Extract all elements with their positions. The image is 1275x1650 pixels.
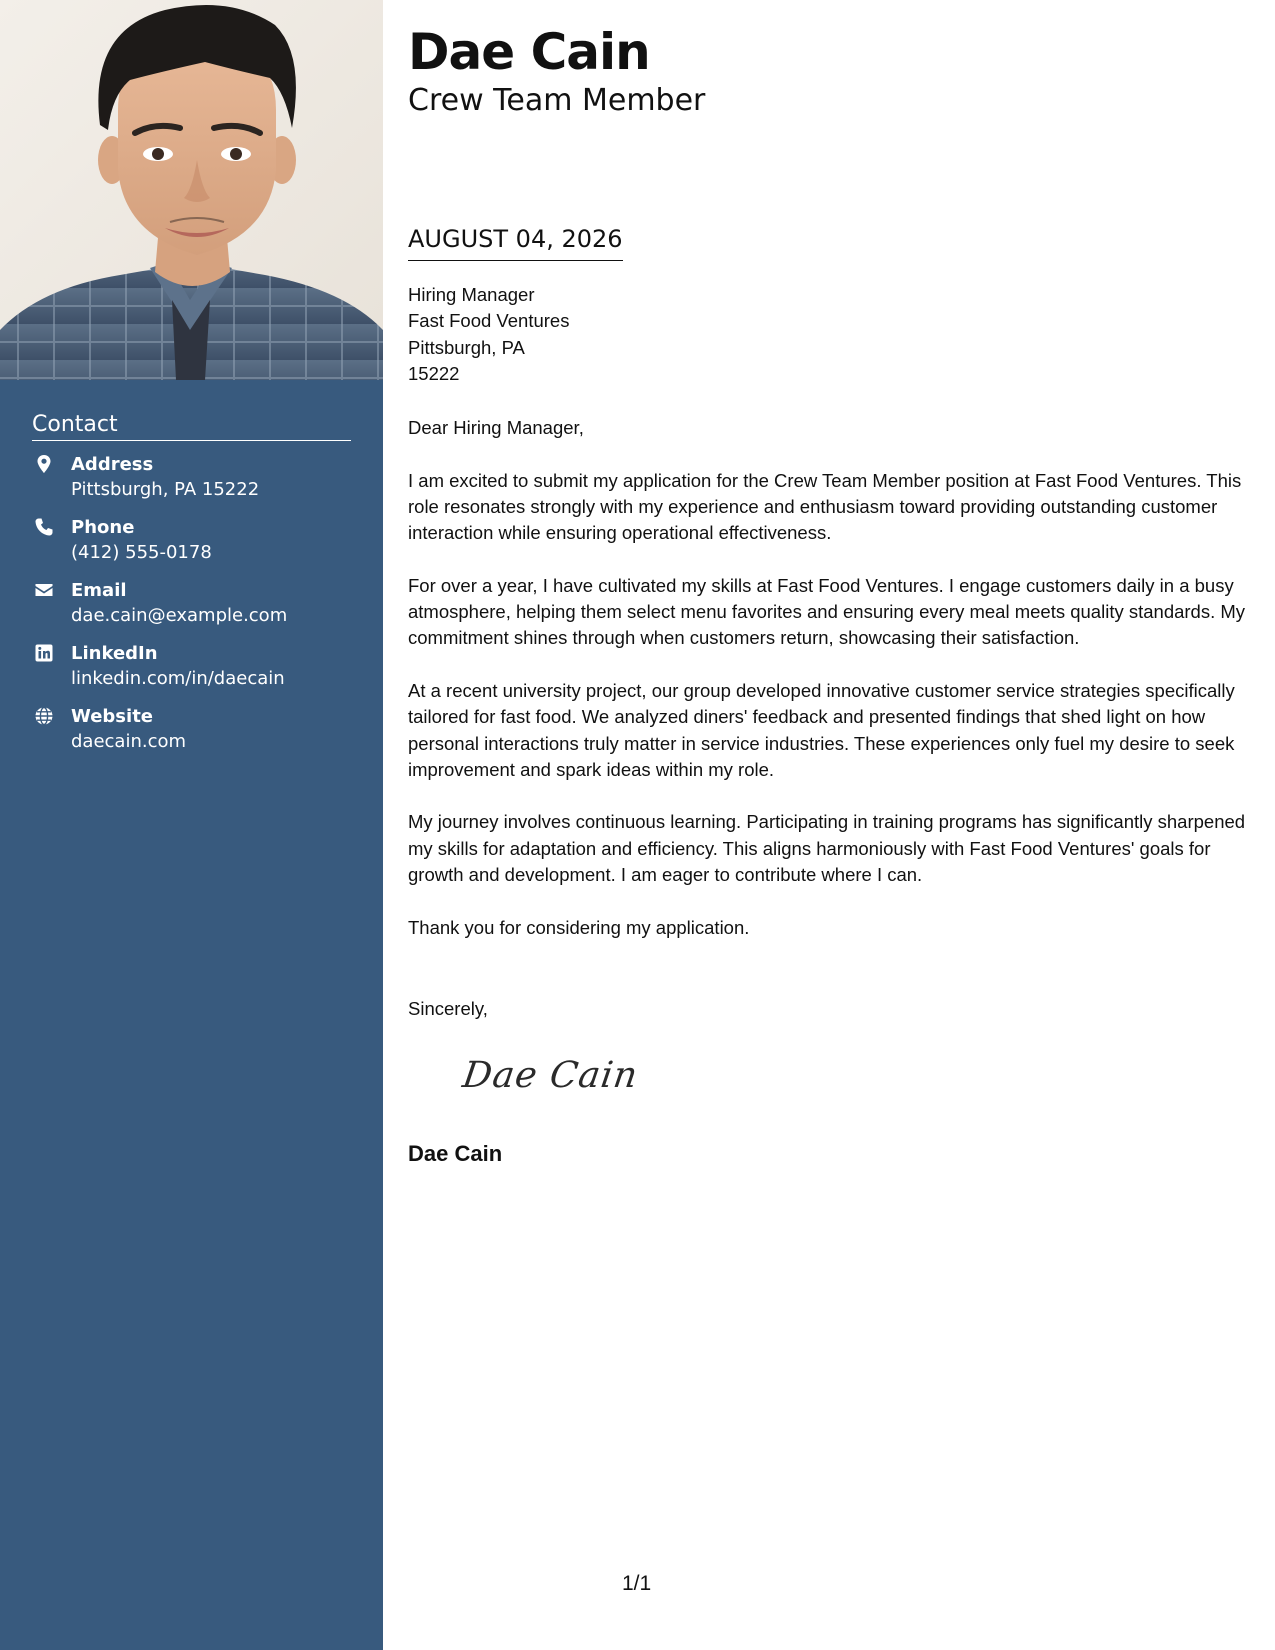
recipient-city: Pittsburgh, PA [408,336,525,358]
website-label: Website [71,706,154,727]
salutation: Dear Hiring Manager, [408,417,584,438]
recipient-company: Fast Food Ventures [408,310,570,332]
sidebar [0,0,383,1650]
envelope-icon [34,580,54,600]
email-value[interactable]: dae.cain@example.com [71,605,288,626]
contact-item-linkedin [32,642,351,705]
linkedin-value[interactable]: linkedin.com/in/daecain [71,668,285,689]
handwritten-signature: Dae Cain [460,1055,641,1096]
signed-name: Dae Cain [408,1141,503,1166]
letter-body [408,415,1248,967]
paragraph: Thank you for considering my application. [408,916,750,938]
contact-item-address [32,453,351,516]
address-value: Pittsburgh, PA 15222 [71,479,260,500]
website-value[interactable]: daecain.com [71,731,187,752]
recipient-block [408,282,569,387]
contact-item-website [32,705,351,768]
phone-icon [34,517,54,537]
paragraph: My journey involves continuous learning. Participating in training programs has significantly sharpened my skills for adaptation and efficiency. This aligns harmoniously with Fast Food Ventures' goals for growth and development. I am eager to contribute where I can. [408,811,1246,886]
map-pin-icon [34,454,54,474]
linkedin-icon [34,643,54,663]
contact-heading: Contact [32,412,351,441]
closing: Sincerely, [408,998,488,1019]
paragraph: I am excited to submit my application for the Crew Team Member position at Fast Food Ventures. This role resonates strongly with my experience and enthusiasm toward providing outstanding customer interaction while ensuring operational effectiveness. [408,469,1242,544]
email-label: Email [71,580,127,601]
linkedin-label: LinkedIn [71,643,158,664]
contact-section [32,412,351,768]
page-number: 1/1 [622,1572,652,1595]
job-title: Crew Team Member [408,83,706,118]
profile-photo [0,0,383,380]
paragraph: At a recent university project, our group developed innovative customer service strategies specifically tailored for fast food. We analyzed diners' feedback and presented findings that shed light on how personal interactions truly matter in service industries. These experiences only fuel my desire to seek improvement and spark ideas within my role. [408,679,1235,780]
applicant-name: Dae Cain [408,23,650,81]
address-label: Address [71,454,154,475]
recipient-zip: 15222 [408,362,460,384]
globe-icon [34,706,54,726]
contact-item-email [32,579,351,642]
portrait-illustration [0,0,383,380]
phone-label: Phone [71,517,135,538]
letter-date: AUGUST 04, 2026 [408,224,623,261]
phone-value[interactable]: (412) 555-0178 [71,542,212,563]
contact-item-phone [32,516,351,579]
recipient-line: Hiring Manager [408,284,535,305]
paragraph: For over a year, I have cultivated my skills at Fast Food Ventures. I engage customers daily in a busy atmosphere, helping them select menu favorites and ensuring every meal meets quality standards. My commitment shines through when customers return, showcasing their satisfaction. [408,574,1246,649]
